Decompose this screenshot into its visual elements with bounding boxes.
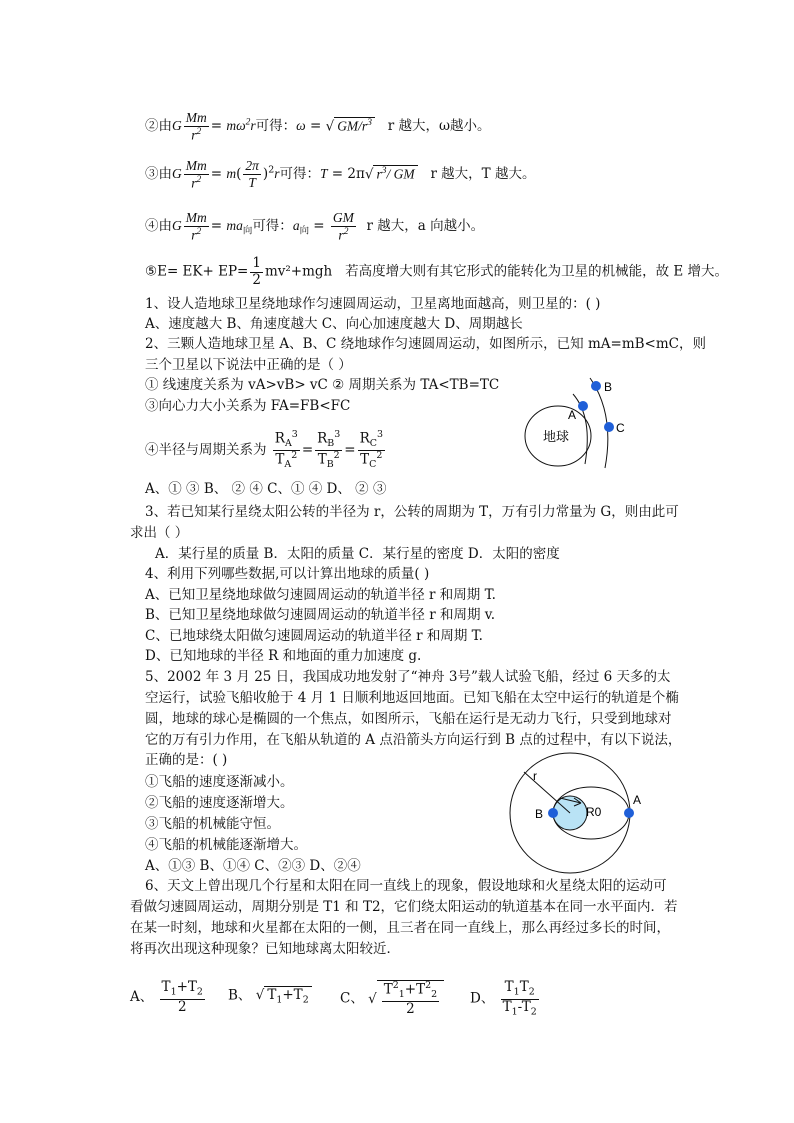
q5-stem-4: 它的万有引力作用，在飞船从轨道的 A 点沿箭头方向运行到 B 点的过程中，有以下说法， — [145, 732, 682, 748]
formula-3: ③由G $\frac{Mm}{r^2}$ = m( $\frac{2\pi}{T}$ )$^2$r可得：T = 2π√ $r^3/$ GM r 越大，T 越大。 — [145, 158, 536, 191]
formula-4: ④由G $\frac{Mm}{r^2}$ = $ma_向$可得：$a_向$ = $\frac{GM}{r^2}$ r 越大，a 向越小。 — [145, 210, 485, 243]
q4-option-c: C、已地球绕太阳做匀速圆周运动的轨道半径 r 和周期 T. — [145, 628, 483, 644]
satellite-a — [578, 401, 588, 411]
label-a: A — [633, 793, 642, 807]
q5-item-1: ①飞船的速度逐渐减小。 — [145, 774, 294, 790]
label-b: B — [535, 807, 544, 821]
q5-ellipse-figure — [500, 752, 660, 874]
q5-item-3: ③飞船的机械能守恒。 — [145, 816, 280, 832]
satellite-b — [591, 381, 601, 391]
formula-5: ⑤E= EK+ EP= $\frac{1}{2}$ mv²+mgh 若高度增大则有其它形式的能转化为卫星的机械能，故 E 增大。 — [145, 255, 729, 288]
radius-line — [524, 772, 570, 813]
q6-stem-3: 在某一时刻，地球和火星都在太阳的一侧，且三者在同一直线上，那么再经过多长的时间， — [130, 920, 670, 936]
q3-options: A．某行星的质量 B．太阳的质量 C．某行星的密度 D．太阳的密度 — [155, 546, 560, 562]
q2-stem-2: 三个卫星以下说法中正确的是（ ） — [145, 357, 352, 373]
q5-stem-5: 正确的是：( ) — [145, 752, 228, 768]
q5-stem-3: 圆，地球的球心是椭圆的一个焦点，如图所示，飞船在运行是无动力飞行，只受到地球对 — [145, 711, 672, 727]
point-a — [624, 808, 634, 818]
q4-stem: 4、利用下列哪些数据,可以计算出地球的质量( ) — [145, 566, 430, 582]
q1-stem: 1、设人造地球卫星绕地球作匀速圆周运动，卫星离地面越高，则卫星的：( ) — [145, 296, 601, 312]
q3-stem-1: 3、若已知某行星绕太阳公转的半径为 r，公转的周期为 T，万有引力常量为 G，则由此可 — [145, 504, 679, 520]
q6-stem-1: 6、天文上曾出现几个行星和太阳在同一直线上的现象，假设地球和火星绕太阳的运动可 — [145, 878, 667, 894]
q2-item-3: ④半径与周期关系为 $\frac{R_A^3}{T_A^2}$ = $\frac{R_B^3}{T_B^2}$ = $\frac{R_C^3}{T_C^2}$ — [145, 429, 383, 471]
q6-option-a: A、 $\frac{T_1+T_2}{2}$ — [130, 979, 203, 1015]
q4-option-d: D、已知地球的半径 R 和地面的重力加速度 g. — [145, 648, 422, 664]
q2-options: A、① ③ B、 ② ④ C、① ④ D、 ② ③ — [145, 481, 387, 497]
q6-option-d: D、 $\frac{T_1T_2}{T_1-T_2}$ — [470, 979, 537, 1018]
q2-orbit-figure — [515, 372, 645, 472]
label-a: A — [568, 408, 577, 422]
q1-options: A、速度越大 B、角速度越大 C、向心加速度越大 D、周期越长 — [145, 316, 523, 332]
q5-stem-2: 空运行，试验飞船收舱于 4 月 1 日顺利地返回地面。已知飞船在太空中运行的轨道是个椭 — [145, 690, 679, 706]
label-b: B — [604, 380, 613, 394]
earth-label: 地球 — [543, 429, 570, 444]
q5-stem-1: 5、2002 年 3 月 25 日，我国成功地发射了“神舟 3号”载人试验飞船，经过 6 天多的太 — [145, 669, 671, 685]
satellite-c — [604, 422, 614, 432]
q6-stem-2: 看做匀速圆周运动，周期分别是 T1 和 T2，它们绕太阳运动的轨道基本在同一水平面内．若 — [130, 899, 678, 915]
q6-option-c: C、 √ $\frac{T^2_1+T^2_2}{2}$ — [340, 980, 444, 1018]
q5-options: A、①③ B、①④ C、②③ D、②④ — [145, 858, 361, 874]
q5-item-4: ④飞船的机械能逐渐增大。 — [145, 837, 307, 853]
q4-option-b: B、已知卫星绕地球做匀速圆周运动的轨道半径 r 和周期 v. — [145, 607, 496, 623]
label-c: C — [616, 421, 625, 435]
q3-stem-2: 求出（ ） — [130, 525, 189, 541]
q4-option-a: A、已知卫星绕地球做匀速圆周运动的轨道半径 r 和周期 T. — [145, 587, 496, 603]
q6-stem-4: 将再次出现这种现象？已知地球离太阳较近． — [130, 941, 400, 957]
q2-item-2: ③向心力大小关系为 FA=FB<FC — [145, 398, 351, 414]
label-r0: R0 — [586, 805, 602, 819]
point-b — [548, 808, 558, 818]
q5-item-2: ②飞船的速度逐渐增大。 — [145, 795, 294, 811]
label-r: r — [533, 769, 537, 783]
q6-option-b: B、 √ $T_1+T_2$ — [228, 986, 312, 1006]
q2-stem-1: 2、三颗人造地球卫星 A、B、C 绕地球作匀速圆周运动，如图所示，已知 mA=mB<mC，则 — [145, 336, 706, 352]
formula-2: ②由G $\frac{Mm}{r^2}$ = $m\omega^2r$可得：ω = √ $GM/r^3$ r 越大，ω越小。 — [145, 110, 491, 143]
q2-item-1: ① 线速度关系为 vA>vB> vC ② 周期关系为 TA<TB=TC — [145, 377, 500, 393]
